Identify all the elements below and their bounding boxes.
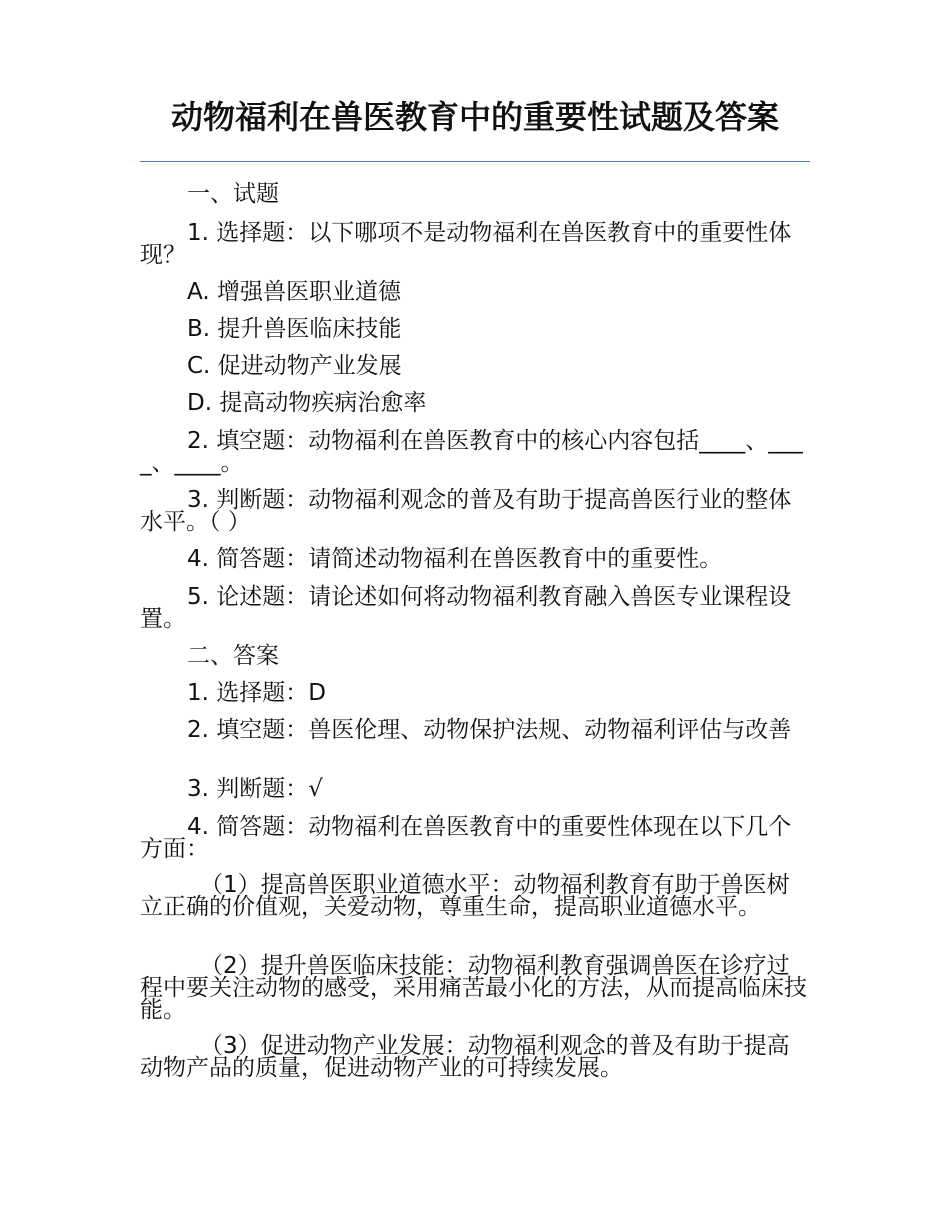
option-b: B. 提升兽医临床技能 <box>187 316 402 342</box>
answer-4: 4. 简答题：动物福利在兽医教育中的重要性体现在以下几个方面： <box>140 814 792 862</box>
answer-3: 3. 判断题：√ <box>187 776 323 802</box>
document-title: 动物福利在兽医教育中的重要性试题及答案 <box>170 98 779 136</box>
question-1: 1. 选择题：以下哪项不是动物福利在兽医教育中的重要性体现？ <box>140 220 792 268</box>
question-5: 5. 论述题：请论述如何将动物福利教育融入兽医专业课程设置。 <box>140 584 792 632</box>
question-2: 2. 填空题：动物福利在兽医教育中的核心内容包括____、____、____。 <box>140 428 803 476</box>
section-heading-answers: 二、答案 <box>187 643 279 669</box>
option-a: A. 增强兽医职业道德 <box>187 279 401 305</box>
answer-4-point-2: （2）提升兽医临床技能：动物福利教育强调兽医在诊疗过程中要关注动物的感受，采用痛苦最小化的方法，从而提高临床技能。 <box>140 953 807 1023</box>
answer-1: 1. 选择题：D <box>187 680 326 706</box>
option-c: C. 促进动物产业发展 <box>187 353 402 379</box>
option-d: D. 提高动物疾病治愈率 <box>187 390 427 416</box>
question-4: 4. 简答题：请简述动物福利在兽医教育中的重要性。 <box>187 546 723 572</box>
answer-4-point-3: （3）促进动物产业发展：动物福利观念的普及有助于提高动物产品的质量，促进动物产业的可持续发展。 <box>140 1033 790 1081</box>
answer-4-point-1: （1）提高兽医职业道德水平：动物福利教育有助于兽医树立正确的价值观，关爱动物，尊重生命，提高职业道德水平。 <box>140 872 790 920</box>
section-heading-questions: 一、试题 <box>187 181 279 207</box>
title-divider <box>140 161 810 162</box>
answer-2: 2. 填空题：兽医伦理、动物保护法规、动物福利评估与改善 <box>187 717 792 743</box>
question-3: 3. 判断题：动物福利观念的普及有助于提高兽医行业的整体水平。（ ） <box>140 487 792 535</box>
